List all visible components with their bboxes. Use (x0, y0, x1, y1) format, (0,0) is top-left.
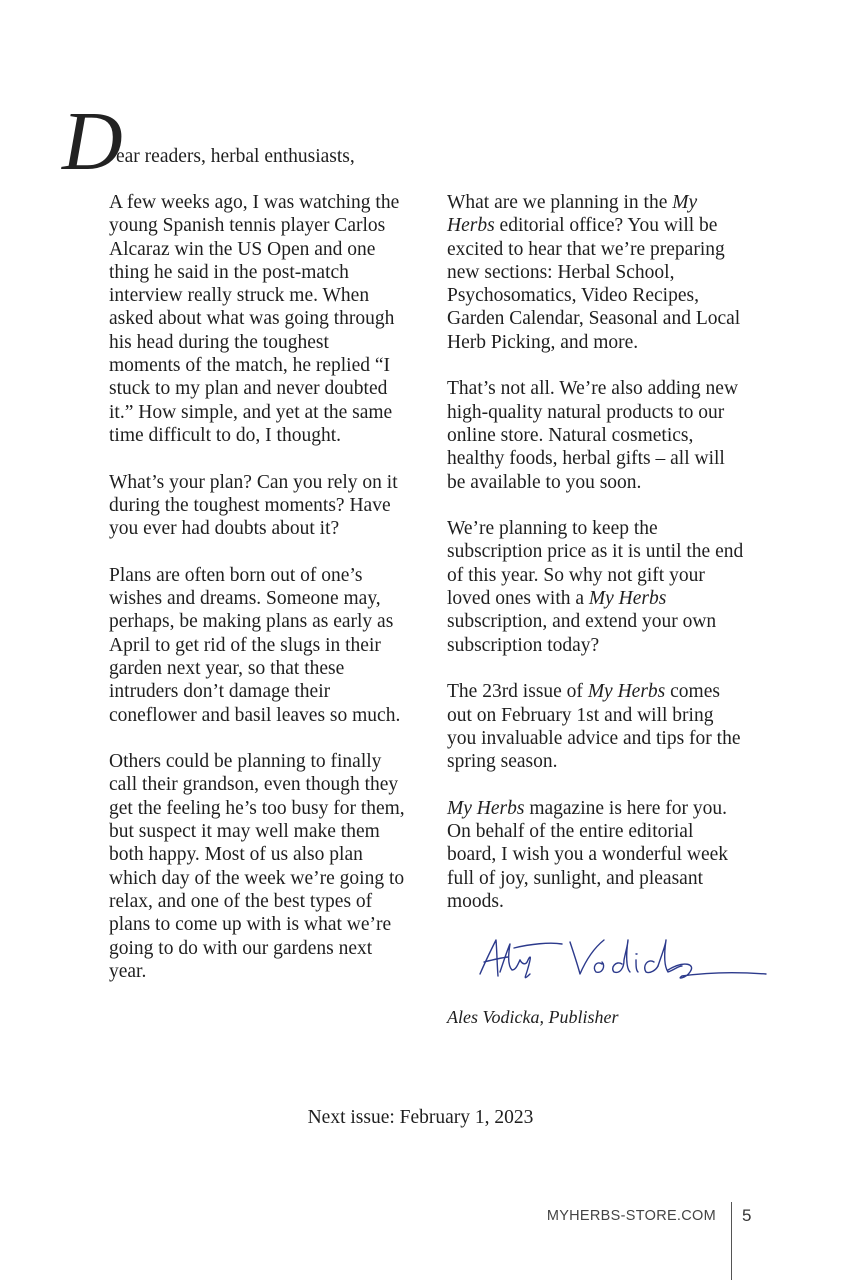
page-number: 5 (742, 1206, 752, 1225)
footer-url: MYHERBS-STORE.COM (546, 1208, 716, 1224)
magazine-name: My Herbs (588, 588, 667, 610)
signer-name: Ales Vodicka, Publisher (447, 1007, 619, 1027)
paragraph: A few weeks ago, I was watching the young Spanish tennis player Carlos Alcaraz win the US Open and one thing he said in the post-match interview really struck me. When asked about what was going through his head during the toughest moments of the match, he replied “I stuck to my plan and never doubted it.” How simple, and yet at the same time difficult to do, I thought. (109, 192, 400, 446)
paragraph: Plans are often born out of one’s wishes and dreams. Someone may, perhaps, be making plans as early as April to get rid of the slugs in their garden next year, so that these intruders don’t damage their coneflower and basil leaves so much. (109, 564, 401, 726)
salutation (62, 95, 482, 188)
magazine-name: My Herbs (447, 192, 698, 237)
magazine-name: My Herbs (447, 797, 525, 819)
paragraph: What’s your plan? Can you rely on it during the toughest moments? Have you ever had doubts about it? (109, 471, 398, 540)
signature-image (470, 930, 770, 1000)
signature (470, 930, 770, 1000)
left-column (109, 191, 405, 1006)
salutation-text: ear readers, herbal enthusiasts, (116, 146, 355, 167)
paragraph: The 23rd issue of My Herbs comes out on February 1st and will bring you invaluable advice and tips for the spring season. (447, 681, 741, 773)
next-issue-note: Next issue: February 1, 2023 (307, 1107, 534, 1128)
right-column (447, 191, 747, 937)
dropcap-letter: D (62, 95, 123, 188)
paragraph: Others could be planning to finally call their grandson, even though they get the feeling he’s too busy for them, but suspect it may well make them both happy. Most of us also plan which day of the week we’re going to relax, and one of the best types of plans to come up with is what we’re going to do with our gardens next year. (109, 751, 405, 982)
paragraph: We’re planning to keep the subscription price as it is until the end of this year. So why not gift your loved ones with a My Herbs subscription, and extend your own subscription today? (447, 518, 744, 656)
paragraph: That’s not all. We’re also adding new high-quality natural products to our online store. Natural cosmetics, healthy foods, herbal gifts – all will be available to you soon. (447, 378, 739, 493)
paragraph: My Herbs magazine is here for you. On behalf of the entire editorial board, I wish you a wonderful week full of joy, sunlight, and pleasant moods. (447, 797, 729, 912)
paragraph: What are we planning in the My Herbs editorial office? You will be excited to hear that we’re preparing new sections: Herbal School, Psychosomatics, Video Recipes, Garden Calendar, Seasonal and Local Herb Picking, and more. (447, 192, 741, 353)
footer-divider (731, 1202, 732, 1280)
magazine-name: My Herbs (587, 681, 666, 703)
